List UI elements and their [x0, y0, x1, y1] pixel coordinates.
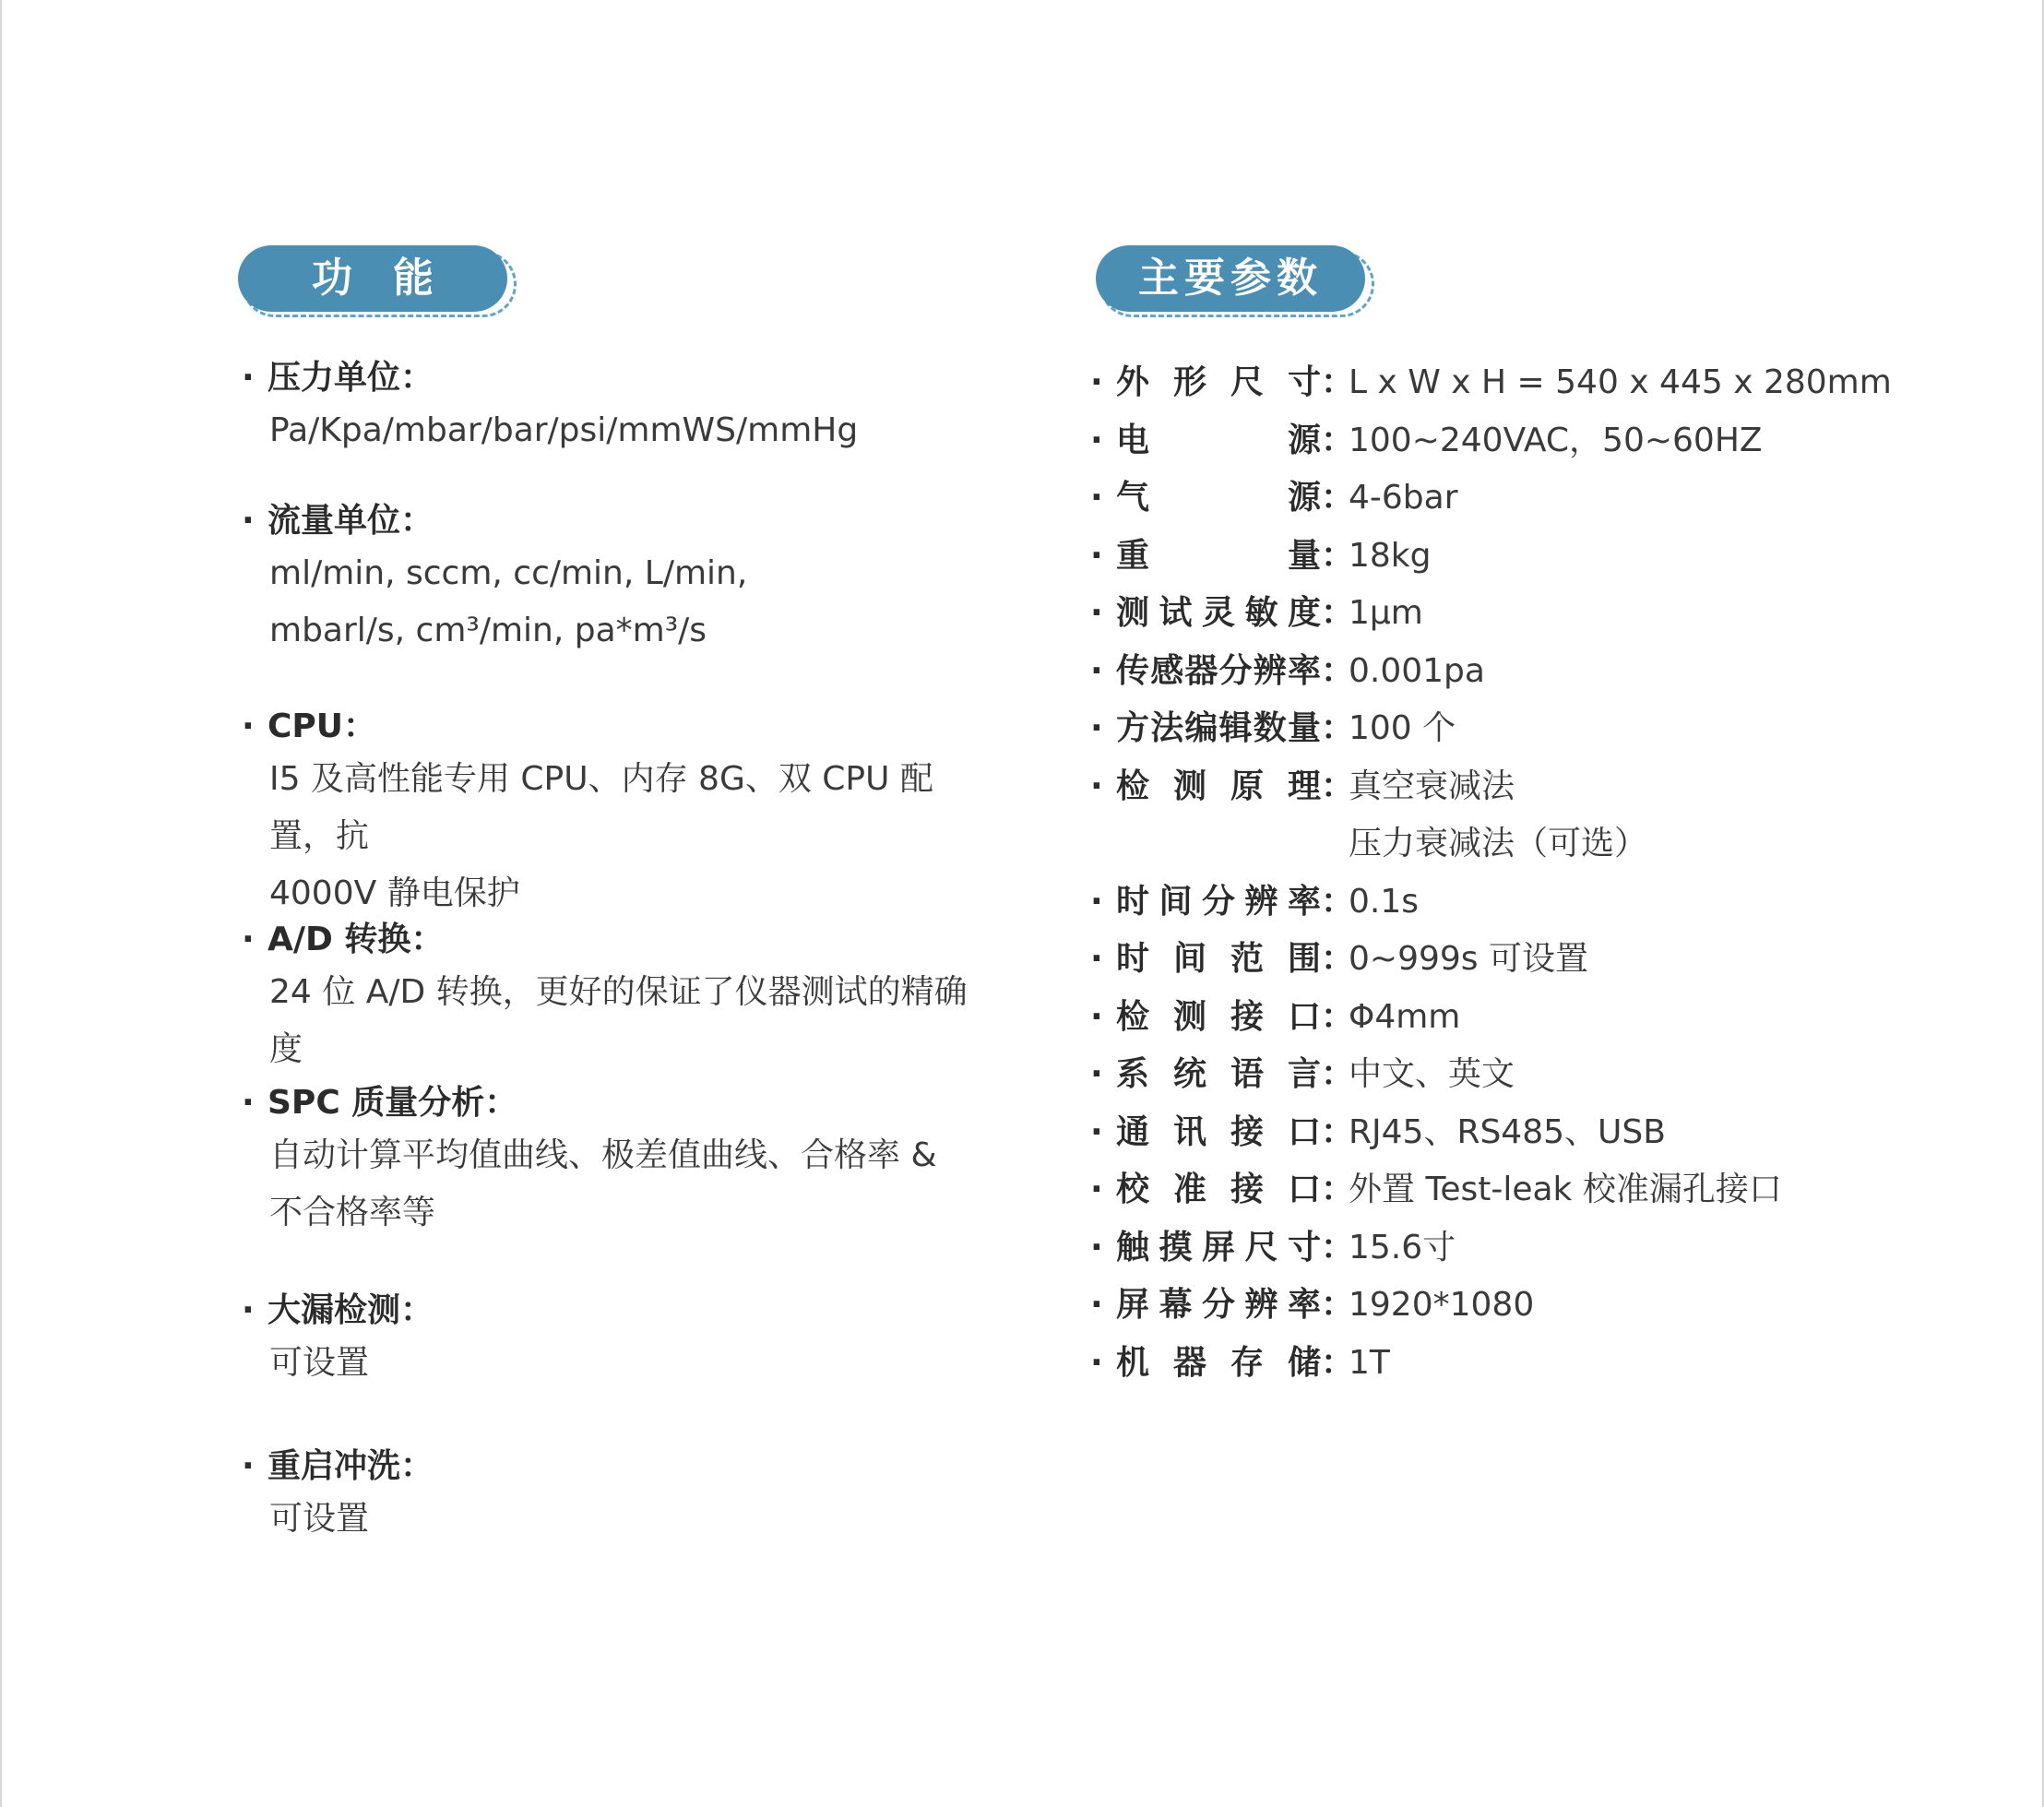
bullet: · — [242, 1447, 255, 1485]
bullet: · — [1090, 1228, 1103, 1266]
bullet: · — [1090, 882, 1103, 921]
spec-label: 机器存储 — [1116, 1343, 1321, 1382]
spec-label: 触摸屏尺寸 — [1116, 1228, 1321, 1266]
bullet: · — [1090, 421, 1103, 459]
spec-label: 系统语言 — [1116, 1055, 1321, 1093]
spec-colon: ： — [1321, 882, 1355, 921]
spec-colon: ： — [1321, 421, 1355, 459]
spec-value: RJ45、RS485、USB — [1349, 1112, 1666, 1151]
spec-colon: ： — [1321, 1112, 1355, 1151]
spec-value: 中文、英文 — [1349, 1055, 1515, 1093]
bullet: · — [1090, 709, 1103, 747]
spec-value: Φ4mm — [1349, 997, 1461, 1036]
bullet: · — [1090, 536, 1103, 575]
spec-row-touchscreen-size — [1090, 1219, 2013, 1278]
spec-colon: ： — [1321, 651, 1355, 690]
bullet: · — [1090, 594, 1103, 632]
spec-value: 外置 Test-leak 校准漏孔接口 — [1349, 1171, 1782, 1208]
specs-heading: 主要参数 — [1096, 245, 1365, 312]
functions-heading: 功 能 — [238, 245, 507, 312]
spec-value: 0.001pa — [1349, 651, 1485, 690]
function-label: A/D 转换： — [267, 921, 445, 958]
spec-label: 校准接口 — [1116, 1171, 1321, 1208]
spec-label: 通讯接口 — [1116, 1112, 1321, 1151]
spec-label: 时间范围 — [1116, 940, 1321, 978]
spec-label: 外形尺寸 — [1116, 363, 1321, 401]
spec-row-comm-interface — [1090, 1104, 2013, 1162]
spec-row-test-port — [1090, 989, 2013, 1047]
spec-label: 重量 — [1116, 536, 1321, 575]
function-label: 流量单位： — [267, 502, 434, 540]
function-label: 重启冲洗： — [267, 1447, 434, 1485]
function-item-ad-conversion — [242, 916, 998, 1078]
spec-row-sensitivity — [1090, 585, 2013, 643]
spec-row-sensor-resolution — [1090, 643, 2013, 701]
bullet: · — [242, 359, 255, 397]
spec-row-calibration-port — [1090, 1161, 2013, 1219]
spec-label: 屏幕分辨率 — [1116, 1286, 1321, 1324]
spec-row-method-count — [1090, 700, 2013, 758]
bullet: · — [1090, 1286, 1103, 1324]
spec-value: 100 个 — [1349, 709, 1456, 747]
spec-row-time-resolution — [1090, 874, 2013, 932]
spec-value: 0.1s — [1349, 882, 1420, 921]
spec-value: 1920*1080 — [1349, 1286, 1535, 1324]
function-item-spc-analysis — [242, 1079, 937, 1242]
bullet: · — [1090, 363, 1103, 401]
spec-label: 测试灵敏度 — [1116, 594, 1321, 632]
bullet: · — [242, 1291, 255, 1329]
bullet: · — [1090, 651, 1103, 690]
spec-value: 18kg — [1349, 536, 1432, 575]
spec-value: L x W x H = 540 x 445 x 280mm — [1349, 363, 1892, 401]
function-item-cpu — [242, 703, 998, 922]
spec-colon: ： — [1321, 940, 1355, 978]
function-desc: I5 及高性能专用 CPU、内存 8G、双 CPU 配置，抗 4000V 静电保护 — [269, 760, 933, 912]
spec-colon: ： — [1321, 1055, 1355, 1093]
function-desc: Pa/Kpa/mbar/bar/psi/mmWS/mmHg — [269, 411, 859, 449]
function-label: CPU： — [267, 707, 377, 745]
bullet: · — [1090, 479, 1103, 517]
spec-colon: ： — [1321, 997, 1355, 1036]
spec-label: 检测原理 — [1116, 767, 1321, 805]
spec-value: 4-6bar — [1349, 479, 1458, 517]
spec-row-dimensions — [1090, 354, 2013, 412]
spec-row-test-principle — [1090, 758, 2013, 874]
function-desc: 可设置 — [269, 1500, 370, 1538]
function-label: 大漏检测： — [267, 1291, 434, 1329]
function-desc: 可设置 — [269, 1344, 370, 1382]
spec-colon: ： — [1321, 1286, 1355, 1324]
spec-colon: ： — [1321, 1343, 1355, 1382]
spec-label: 传感器分辨率 — [1116, 651, 1321, 690]
function-desc: ml/min, sccm, cc/min, L/min, mbarl/s, cm³/min, pa*m³/s — [269, 554, 748, 649]
function-desc: 24 位 A/D 转换，更好的保证了仪器测试的精确度 — [269, 973, 968, 1068]
bullet: · — [242, 1084, 255, 1122]
function-item-gross-leak — [242, 1287, 434, 1392]
spec-colon: ： — [1321, 1228, 1355, 1266]
bullet: · — [1090, 997, 1103, 1036]
spec-value: 0~999s 可设置 — [1349, 940, 1588, 978]
spec-colon: ： — [1321, 1171, 1355, 1208]
function-item-pressure-units — [242, 354, 858, 459]
bullet: · — [1090, 1055, 1103, 1093]
spec-label: 时间分辨率 — [1116, 882, 1321, 921]
function-label: 压力单位： — [267, 359, 434, 397]
spec-row-time-range — [1090, 931, 2013, 989]
spec-row-weight — [1090, 528, 2013, 586]
bullet: · — [242, 921, 255, 958]
spec-row-power — [1090, 412, 2013, 470]
bullet: · — [1090, 940, 1103, 978]
spec-row-system-language — [1090, 1046, 2013, 1104]
spec-value: 100~240VAC，50~60HZ — [1349, 421, 1763, 459]
bullet: · — [1090, 767, 1103, 805]
spec-colon: ： — [1321, 594, 1355, 632]
spec-value: 1T — [1349, 1343, 1390, 1382]
function-label: SPC 质量分析： — [267, 1084, 518, 1122]
bullet: · — [242, 502, 255, 540]
spec-label: 检测接口 — [1116, 997, 1321, 1036]
spec-colon: ： — [1321, 767, 1355, 805]
bullet: · — [1090, 1343, 1103, 1382]
spec-row-screen-resolution — [1090, 1277, 2013, 1335]
spec-value: 1μm — [1349, 594, 1423, 632]
spec-row-air-source — [1090, 470, 2013, 528]
spec-label: 方法编辑数量 — [1116, 709, 1321, 747]
specs-list — [1090, 354, 2013, 1392]
spec-colon: ： — [1321, 536, 1355, 575]
page-left-border — [0, 0, 2, 1807]
function-desc: 自动计算平均值曲线、极差值曲线、合格率 & 不合格率等 — [269, 1136, 937, 1231]
bullet: · — [1090, 1171, 1103, 1208]
spec-row-storage — [1090, 1335, 2013, 1393]
spec-value: 15.6寸 — [1349, 1228, 1456, 1266]
spec-colon: ： — [1321, 363, 1355, 401]
spec-label: 电源 — [1116, 421, 1321, 459]
spec-colon: ： — [1321, 709, 1355, 747]
function-item-restart-flush — [242, 1443, 434, 1548]
bullet: · — [1090, 1112, 1103, 1151]
spec-value: 真空衰减法 压力衰减法（可选） — [1349, 767, 1648, 862]
bullet: · — [242, 707, 255, 745]
function-item-flow-units — [242, 497, 747, 660]
spec-label: 气源 — [1116, 479, 1321, 517]
spec-colon: ： — [1321, 479, 1355, 517]
